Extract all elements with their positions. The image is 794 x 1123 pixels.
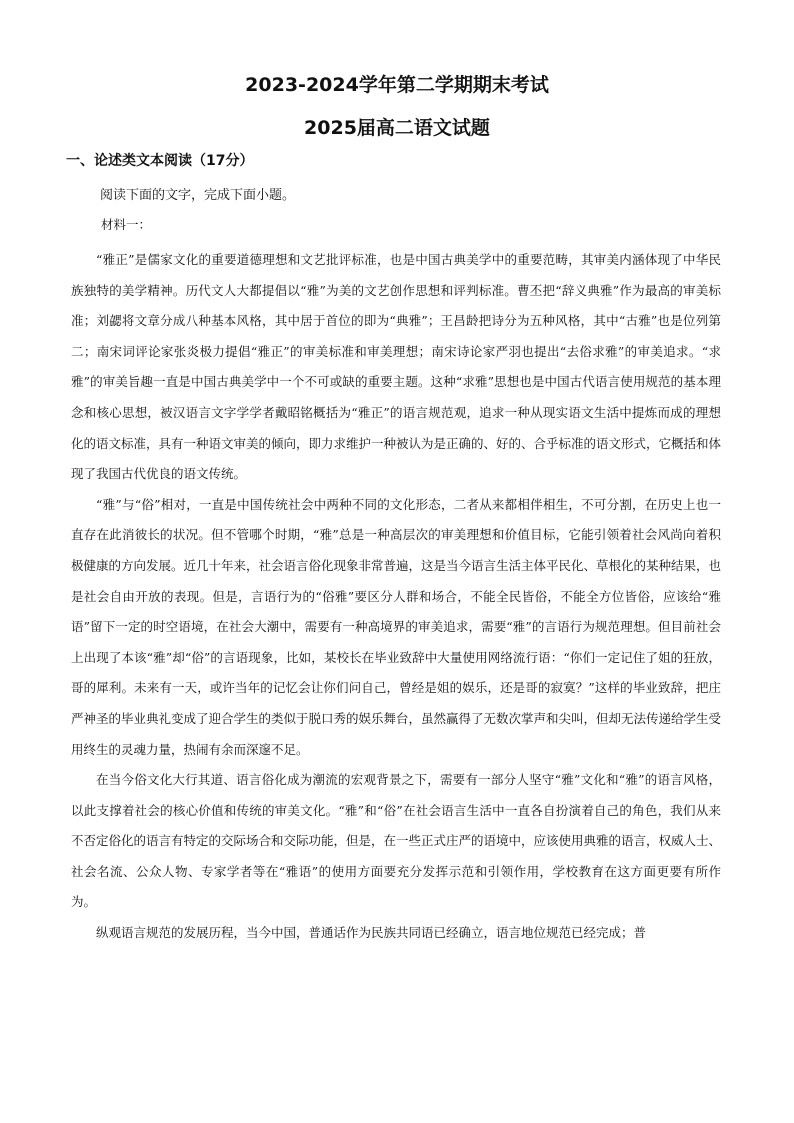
material-label: 材料一： [101,217,152,232]
section-heading: 一、论述类文本阅读（17分） [66,153,254,169]
exam-title: 2023-2024学年第二学期期末考试 [245,74,549,96]
article-body [71,245,721,949]
paragraph: 在当今俗文化大行其道、语言俗化成为潮流的宏观背景之下，需要有一部分人坚守“雅”文化和“雅”的语言风格，以此支撑着社会的核心价值和传统的审美文化。“雅”和“俗”在社会语言生活中一直各自扮演着自己的角色，我们从来不否定俗化的语言有特定的交际场合和交际功能，但是，在一些正式庄严的语境中，应该使用典雅的语言，权威人士、社会名流、公众人物、专家学者等在“雅语”的使用方面要充分发挥示范和引领作用，学校教育在这方面更要有所作为。 [71,772,722,910]
paragraph: “雅正”是儒家文化的重要道德理想和文艺批评标准，也是中国古典美学中的重要范畴，其审美内涵体现了中华民族独特的美学精神。历代文人大都提倡以“雅”为美的文艺创作思想和评判标准。曹丕把“辞义典雅”作为最高的审美标准；刘勰将文章分成八种基本风格，其中居于首位的即为“典雅”；王昌龄把诗分为五种风格，其中“古雅”也是位列第二；南宋词评论家张炎极力提倡“雅正”的审美标准和审美理想；南宋诗论家严羽也提出“去俗求雅”的审美追求。“求雅”的审美旨趣一直是中国古典美学中一个不可或缺的重要主题。这种“求雅”思想也是中国古代语言使用规范的基本理念和核心思想，被汉语言文字学学者戴昭铭概括为“雅正”的语言规范观，追求一种从现实语文生活中提炼而成的理想化的语文标准，具有一种语文审美的倾向，即力求维护一种被认为是正确的、好的、合乎标准的语文形式，它概括和体现了我国古代优良的语文传统。 [71,252,722,482]
paragraph: 纵观语言规范的发展历程，当今中国，普通话作为民族共同语已经确立，语言地位规范已经完成；普 [96,925,647,941]
exam-subtitle: 2025届高二语文试题 [304,117,490,139]
paragraph: “雅”与“俗”相对，一直是中国传统社会中两种不同的文化形态，二者从来都相伴相生，不可分割，在历史上也一直存在此消彼长的状况。但不管哪个时期，“雅”总是一种高层次的审美理想和价值目标，它能引领着社会风尚向着积极健康的方向发展。近几十年来，社会语言俗化现象非常普遍，这是当今语言生活主体平民化、草根化的某种结果，也是社会自由开放的表现。但是，言语行为的“俗雅”要区分人群和场合，不能全民皆俗，不能全方位皆俗，应该给“雅语”留下一定的时空语境，在社会大潮中，需要有一种高境界的审美追求，需要“雅”的言语行为规范理想。但目前社会上出现了本该“雅”却“俗”的言语现象，比如，某校长在毕业致辞中大量使用网络流行语：“你们一定记住了姐的狂放，哥的犀利。未来有一天，或许当年的记忆会让你们问自己，曾经是姐的娱乐，还是哥的寂寞？”这样的毕业致辞，把庄严神圣的毕业典礼变成了迎合学生的类似于脱口秀的娱乐舞台，虽然赢得了无数次掌声和尖叫，但却无法传递给学生受用终生的灵魂力量，热闹有余而深邃不足。 [71,496,722,757]
instruction-text: 阅读下面的文字，完成下面小题。 [100,188,296,203]
